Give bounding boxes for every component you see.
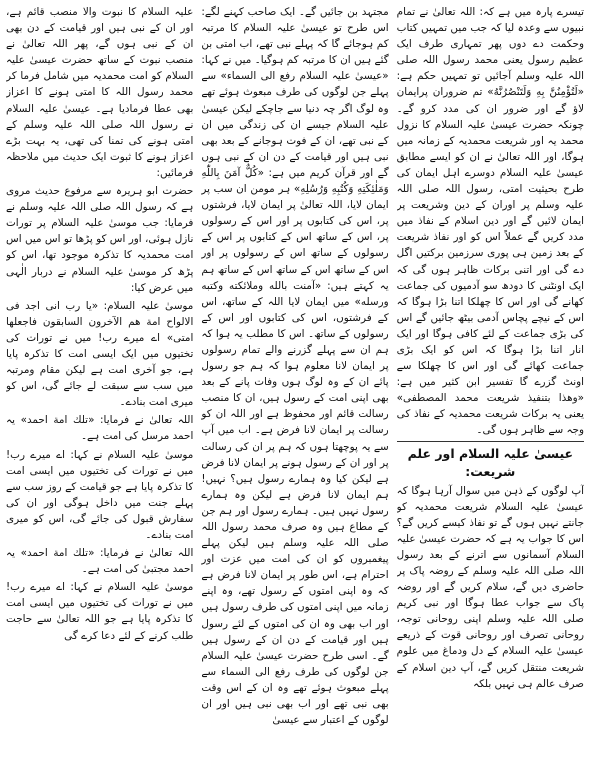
paragraph: مجتہد بن جائیں گے۔ ایک صاحب کہنے لگے: اس طرح تو عیسیٰ علیہ السلام کا مرتبہ کم ہوجائے گا کہ پہلے نبی تھے، اب امتی بن گئے ہیں ان کا مرتبہ کم ہوگیا۔ میں نے کہا: «عیسیٰ علیہ السلام رفع الی السماء» سے پہلے جن لوگوں کی طرف مبعوث ہوئے تھے وہ لوگ اگر چہ دنیا سے جاچکے لیکن عیسیٰ علیہ السلام جیسے ان کی زندگی میں ان کے نبی تھے، ان کے فوت ہوجانے کے بعد بھی نبی ہیں اور قیامت کے دن ان کے نبی ہوں گے اور قرآن کریم میں ہے: «كُلٌّ آمَنَ بِاللّٰهِ وَمَلٰئِكَتِهِ وَكُتُبِهِ وَرُسُلِهِ» ہر مومن ان سب پر ایمان لایا، اللہ تعالیٰ پر ایمان لایا، فرشتوں پر، اس کی کتابوں پر اور اس کے رسولوں پر، اس کے ساتھ اس کے کتابوں پر اس کے رسولوں کے ساتھ اس کے رسولوں پر اور اس کے ساتھ اس کے ساتھ اس کے ساتھ ہم یہ کہتے ہیں: «آمنت بالله وملائكته وكتبه ورسله» میں ایمان لایا اللہ کے ساتھ، اس کے فرشتوں، اس کی کتابوں اور اس کے رسولوں کے ساتھ۔ اس کا مطلب یہ ہوا کہ ہم ان سے پہلے گزرنے والے تمام رسولوں پر ایمان لانا معلوم ہوا کہ ہم جو رسول پائے ان کے وہ لوگ ہوں وفات پانے کے بعد بھی اپنی امت کے رسول ہیں، ان کا منصب رسالت قائم اور محفوظ ہے اور اللہ ان کو رسالت پر ایمان لانا فرض ہے۔ اب میں آپ سے یہ پوچھتا ہوں کہ ہم پر ان کی رسالت پر اور ان کے رسول ہونے پر ایمان لانا فرض ہے لیکن کیا وہ ہمارے رسول ہیں؟ نہیں! ہم ایمان لانا فرض ہے لیکن وہ ہمارے رسول نہیں ہیں۔ ہمارے رسول اور ہم جن کے مطاع ہیں وہ صرف محمد رسول اللہ صلی اللہ علیہ وسلم ہیں لیکن پہلے پیغمبروں کو ان کی امت میں عزت اور احترام ہے، اس طور پر ایمان لانا فرض ہے کہ وہ اپنی امتوں کے رسول تھے، وہ اپنے زمانہ میں اپنی امتوں کی طرف رسول ہیں اور اب بھی وہ ان کی امتوں کے لئے رسول ہیں اور قیامت کے دن ان کے رسول ہیں گے۔ اسی طرح حضرت عیسیٰ علیہ السلام جن لوگوں کی طرف رفع الی السماء سے پہلے مبعوث ہوئے تھے وہ ان کے اس وقت بھی نبی تھے اور اب بھی نبی ہیں اور ان لوگوں کے اعتبار سے عیسیٰ xyxy=(201,6,389,727)
column-right xyxy=(397,4,584,772)
paragraph: موسیٰ علیہ السلام نے کہا: اے میرے رب! میں نے تورات کی تختیوں میں ایسی امت کا تذکرہ پایا ہے جو قیامت کے روز سب سے پہلے جنت میں داخل ہوگی اور ان کی سفارش قبول کی جائے گی، اس کو میری امت بنادے۔ xyxy=(6,448,194,541)
column-middle xyxy=(201,4,388,772)
paragraph: حضرت ابو ہریرہ سے مرفوع حدیث مروی ہے کہ رسول اللہ صلی اللہ علیہ وسلم نے فرمایا: جب موسیٰ علیہ السلام پر تورات نازل ہوئی، اور اس کو پڑھا تو اس میں اس امت محمدیہ کا تذکرہ موجود تھا، اس کو پڑھ کر موسیٰ علیہ السلام نے دربار الٰہی میں عرض کیا: xyxy=(6,185,194,294)
column-left xyxy=(6,4,193,772)
paragraph: علیہ السلام کا نبوت والا منصب قائم ہے، اور ان کے نبی ہیں اور قیامت کے دن بھی ان کے نبی ہوں گے، پھر اللہ تعالیٰ نے منصب نبوت کے ساتھ حضرت عیسیٰ علیہ السلام کو امت محمدیہ میں شامل فرما کر محمد رسول اللہ کا امتی ہونے کا اعزاز بھی عطا فرمادیا ہے۔ عیسیٰ علیہ السلام نے رسول اللہ صلی اللہ علیہ وسلم کے امتی ہونے کی تمنا کی تھی، یہ بہت بڑے اعزاز ہونے کا ثبوت ایک حدیث میں ملاحظہ فرمائیں: xyxy=(6,6,194,179)
divider xyxy=(397,441,584,442)
section-heading: عیسیٰ علیہ السلام اور علم شریعت: xyxy=(407,445,574,479)
paragraph: موسیٰ علیہ السلام: «يا رب انی اجد فی الالواح امة هم الآخرون السابقون فاجعلها امتی» اے میرے رب! میں نے تورات کی تختیوں میں ایک ایسی امت کا تذکرہ پایا ہے، جو آخری امت ہے لیکن مقام ومرتبہ میں سب سے سبقت لے جائے گی، اس کو میری امت بنادے۔ xyxy=(6,299,194,409)
paragraph: اللہ تعالیٰ نے فرمایا: «تلك امة احمد» یہ احمد مجتبیٰ کی امت ہے۔ xyxy=(6,547,194,576)
paragraph: تیسرے پارہ میں ہے کہ: اللہ تعالیٰ نے تمام نبیوں سے وعدہ لیا کہ جب میں تمہیں کتاب وحکمت دے دوں پھر تمہاری طرف ایک عظیم رسول یعنی محمد رسول اللہ صلی اللہ علیہ وسلم آجائیں تو تمہیں حکم ہے: «لَتُؤْمِنُنَّ بِهِ وَلَتَنْصُرُنَّهُ» تم ضروران پرایمان لاؤ گے اور ضرور ان کی مدد کرو گے۔ چونکہ حضرت عیسیٰ علیہ السلام کا نزول محمد یہ اور شریعت محمدیہ کے زمانہ میں ہوگا، اور اللہ تعالیٰ نے ان کو ایسے مطابق عیسیٰ علیہ السلام دوسرے اہل ایمان کی طرح بحیثیت امتی، رسول اللہ صلی اللہ علیہ وسلم پر اوران کے دین وشریعت پر ایمان لائیں گے اور دین اسلام کے نفاذ میں مدد کریں گے عملاً اس کو اور نفاذ شریعت کے بعد زمین ہی پوری سرزمین برکتیں اگل دے گی اور اتنی برکات ظاہر ہوں گی کہ ایک اونٹنی کا دودھ سو آدمیوں کی جماعت کھانے گی اور اس کا چھلکا اتنا بڑا ہوگا کہ اس کے نیچے پچاس آدمی بیٹھ جائیں گے اس کی بڑی جماعت کے لئے کافی ہوگا اور ایک انار اتنا بڑا ہوگا کہ اس کو ایک بڑی جماعت کھائے گی اور اس کا چھلکا سے اونٹ گزرے گا تفسیر ابن کثیر میں ہے: «وهذا بتنفيذ شريعت محمد المصطفى» یعنی یہ برکات شریعت محمدیہ کے نفاذ کی وجہ سے ظاہر ہوں گی۔ xyxy=(396,6,584,437)
paragraph: اللہ تعالیٰ نے فرمایا: «تلك امة احمد» یہ احمد مرسل کی امت ہے۔ xyxy=(6,414,194,443)
paragraph: موسیٰ علیہ السلام نے کہا: اے میرے رب! میں نے تورات کی تختیوں میں ایسی امت کا تذکرہ پایا ہے جو اللہ تعالیٰ سے حاجت طلب کرنے کے لئے دعا کرے گی xyxy=(6,581,194,642)
paragraph: آپ لوگوں کے ذہن میں سوال آرہا ہوگا کہ عیسیٰ علیہ السلام شریعت محمدیہ کو جانتے نہیں ہوں گے تو نفاذ کیسے کریں گے؟ اس کا جواب یہ ہے کہ حضرت عیسیٰ علیہ السلام آسمانوں سے اترنے کے بعد رسول اللہ صلی اللہ علیہ وسلم کے روضہ پاک پر حاضری دیں گے، سلام کریں گے اور روضہ پاک سے جواب عطا ہوگا اور نبی کریم صلی اللہ علیہ وسلم اپنی روحانی توجہ، روحانی تصرف اور روحانی قوت کے ذریعے عیسیٰ علیہ السلام کے دل ودماغ میں علوم شریعت منتقل کریں گے، آپ دین اسلام کے صرف عالم ہی نہیں بلکہ xyxy=(396,484,584,690)
